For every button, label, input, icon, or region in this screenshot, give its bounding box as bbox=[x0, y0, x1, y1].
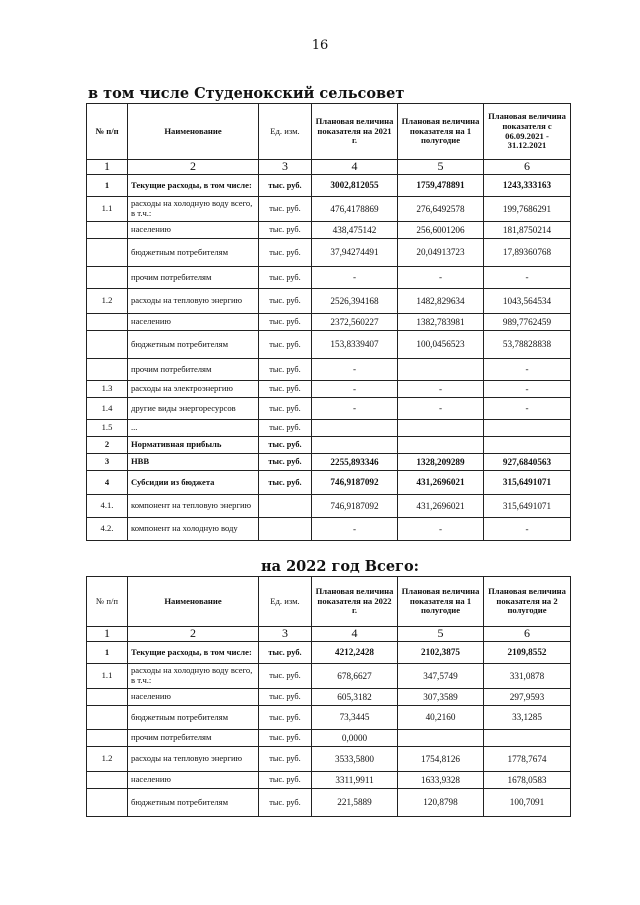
value-cell: 1243,333163 bbox=[484, 175, 571, 197]
row-number-cell bbox=[87, 689, 128, 706]
page-number: 16 bbox=[311, 38, 329, 53]
value-cell: 1759,478891 bbox=[398, 175, 484, 197]
value-cell: 297,9593 bbox=[484, 689, 571, 706]
header-num: № п/п bbox=[87, 104, 128, 160]
row-unit-cell: тыс. руб. bbox=[259, 359, 312, 381]
row-unit-cell bbox=[259, 518, 312, 541]
col-number: 3 bbox=[259, 160, 312, 175]
value-cell bbox=[398, 359, 484, 381]
value-cell: 347,5749 bbox=[398, 664, 484, 689]
row-number-cell: 1.1 bbox=[87, 664, 128, 689]
row-unit-cell bbox=[259, 495, 312, 518]
table-row bbox=[87, 789, 571, 817]
value-cell: 3533,5800 bbox=[312, 747, 398, 772]
row-name-cell: компонент на холодную воду bbox=[128, 518, 259, 541]
row-name-cell: бюджетным потребителям bbox=[128, 239, 259, 267]
value-cell: - bbox=[398, 398, 484, 420]
table-row bbox=[87, 222, 571, 239]
row-name-cell: расходы на тепловую энергию bbox=[128, 747, 259, 772]
row-number-cell bbox=[87, 789, 128, 817]
value-cell: - bbox=[484, 518, 571, 541]
table-row bbox=[87, 747, 571, 772]
table-row bbox=[87, 495, 571, 518]
table-row bbox=[87, 664, 571, 689]
row-number-cell: 2 bbox=[87, 437, 128, 454]
row-unit-cell: тыс. руб. bbox=[259, 789, 312, 817]
column-numbers-row bbox=[87, 627, 571, 642]
value-cell: - bbox=[312, 359, 398, 381]
value-cell: 3002,812055 bbox=[312, 175, 398, 197]
row-number-cell: 1.4 bbox=[87, 398, 128, 420]
value-cell: 315,6491071 bbox=[484, 495, 571, 518]
row-number-cell: 3 bbox=[87, 454, 128, 471]
col-number: 2 bbox=[128, 160, 259, 175]
header-unit: Ед. изм. bbox=[259, 104, 312, 160]
row-name-cell: населению bbox=[128, 772, 259, 789]
table-row bbox=[87, 730, 571, 747]
row-name-cell: НВВ bbox=[128, 454, 259, 471]
row-name-cell: Текущие расходы, в том числе: bbox=[128, 642, 259, 664]
row-number-cell: 1.2 bbox=[87, 747, 128, 772]
value-cell bbox=[312, 437, 398, 454]
row-number-cell: 4 bbox=[87, 471, 128, 495]
row-number-cell: 1.1 bbox=[87, 197, 128, 222]
row-name-cell: населению bbox=[128, 314, 259, 331]
value-cell: 40,2160 bbox=[398, 706, 484, 730]
value-cell: - bbox=[312, 381, 398, 398]
value-cell: 33,1285 bbox=[484, 706, 571, 730]
row-unit-cell: тыс. руб. bbox=[259, 197, 312, 222]
table-2022-total bbox=[86, 576, 571, 817]
value-cell: 2526,394168 bbox=[312, 289, 398, 314]
value-cell: - bbox=[484, 359, 571, 381]
value-cell: 315,6491071 bbox=[484, 471, 571, 495]
row-number-cell: 4.2. bbox=[87, 518, 128, 541]
table-row bbox=[87, 359, 571, 381]
value-cell: 73,3445 bbox=[312, 706, 398, 730]
value-cell: - bbox=[398, 381, 484, 398]
row-name-cell: компонент на тепловую энергию bbox=[128, 495, 259, 518]
table-row bbox=[87, 642, 571, 664]
table-row bbox=[87, 772, 571, 789]
value-cell bbox=[398, 730, 484, 747]
row-unit-cell: тыс. руб. bbox=[259, 398, 312, 420]
header-unit: Ед. изм. bbox=[259, 577, 312, 627]
value-cell: 605,3182 bbox=[312, 689, 398, 706]
value-cell: 100,7091 bbox=[484, 789, 571, 817]
row-number-cell bbox=[87, 331, 128, 359]
col-number: 5 bbox=[398, 160, 484, 175]
table-row bbox=[87, 706, 571, 730]
row-number-cell bbox=[87, 730, 128, 747]
value-cell: 1043,564534 bbox=[484, 289, 571, 314]
row-number-cell bbox=[87, 772, 128, 789]
table-row bbox=[87, 518, 571, 541]
col-number: 4 bbox=[312, 160, 398, 175]
value-cell: 0,0000 bbox=[312, 730, 398, 747]
table-row bbox=[87, 289, 571, 314]
value-cell bbox=[484, 730, 571, 747]
row-number-cell bbox=[87, 359, 128, 381]
row-unit-cell: тыс. руб. bbox=[259, 331, 312, 359]
col-number: 6 bbox=[484, 627, 571, 642]
row-unit-cell: тыс. руб. bbox=[259, 314, 312, 331]
row-name-cell: расходы на холодную воду всего, в т.ч.: bbox=[128, 197, 259, 222]
value-cell: 256,6001206 bbox=[398, 222, 484, 239]
value-cell: - bbox=[484, 398, 571, 420]
value-cell: - bbox=[484, 381, 571, 398]
value-cell: 927,6840563 bbox=[484, 454, 571, 471]
row-unit-cell: тыс. руб. bbox=[259, 222, 312, 239]
row-number-cell: 1.2 bbox=[87, 289, 128, 314]
row-unit-cell: тыс. руб. bbox=[259, 267, 312, 289]
table-row bbox=[87, 197, 571, 222]
row-name-cell: прочим потребителям bbox=[128, 267, 259, 289]
value-cell: 153,8339407 bbox=[312, 331, 398, 359]
row-unit-cell: тыс. руб. bbox=[259, 706, 312, 730]
value-cell bbox=[312, 420, 398, 437]
row-unit-cell: тыс. руб. bbox=[259, 471, 312, 495]
row-unit-cell: тыс. руб. bbox=[259, 239, 312, 267]
row-unit-cell: тыс. руб. bbox=[259, 175, 312, 197]
row-number-cell bbox=[87, 706, 128, 730]
row-name-cell: бюджетным потребителям bbox=[128, 706, 259, 730]
value-cell: 746,9187092 bbox=[312, 471, 398, 495]
table-row bbox=[87, 267, 571, 289]
value-cell bbox=[398, 420, 484, 437]
value-cell: 221,5889 bbox=[312, 789, 398, 817]
value-cell: 431,2696021 bbox=[398, 471, 484, 495]
row-number-cell bbox=[87, 239, 128, 267]
value-cell: 4212,2428 bbox=[312, 642, 398, 664]
table-row bbox=[87, 239, 571, 267]
value-cell: 3311,9911 bbox=[312, 772, 398, 789]
col-number: 2 bbox=[128, 627, 259, 642]
row-name-cell: прочим потребителям bbox=[128, 359, 259, 381]
value-cell: 438,475142 bbox=[312, 222, 398, 239]
value-cell: - bbox=[312, 267, 398, 289]
header-value-year: Плановая величина показателя на 2022 г. bbox=[312, 577, 398, 627]
row-name-cell: бюджетным потребителям bbox=[128, 789, 259, 817]
value-cell: 678,6627 bbox=[312, 664, 398, 689]
row-number-cell bbox=[87, 314, 128, 331]
row-name-cell: другие виды энергоресурсов bbox=[128, 398, 259, 420]
table-header-row bbox=[87, 577, 571, 627]
table-row bbox=[87, 471, 571, 495]
col-number: 3 bbox=[259, 627, 312, 642]
row-name-cell: бюджетным потребителям bbox=[128, 331, 259, 359]
value-cell: 431,2696021 bbox=[398, 495, 484, 518]
row-unit-cell: тыс. руб. bbox=[259, 664, 312, 689]
section-title-studenoksky: в том числе Студенокский сельсовет bbox=[88, 85, 405, 102]
value-cell: 331,0878 bbox=[484, 664, 571, 689]
value-cell: 53,78828838 bbox=[484, 331, 571, 359]
value-cell: 989,7762459 bbox=[484, 314, 571, 331]
value-cell bbox=[398, 437, 484, 454]
value-cell: 120,8798 bbox=[398, 789, 484, 817]
row-unit-cell: тыс. руб. bbox=[259, 730, 312, 747]
row-unit-cell: тыс. руб. bbox=[259, 747, 312, 772]
value-cell: 17,89360768 bbox=[484, 239, 571, 267]
row-number-cell: 1 bbox=[87, 642, 128, 664]
value-cell bbox=[484, 420, 571, 437]
value-cell: 1633,9328 bbox=[398, 772, 484, 789]
value-cell: 20,04913723 bbox=[398, 239, 484, 267]
table-row bbox=[87, 420, 571, 437]
header-value-half1: Плановая величина показателя на 1 полугодие bbox=[398, 104, 484, 160]
col-number: 1 bbox=[87, 160, 128, 175]
row-number-cell bbox=[87, 222, 128, 239]
row-name-cell: расходы на тепловую энергию bbox=[128, 289, 259, 314]
value-cell: 1678,0583 bbox=[484, 772, 571, 789]
row-number-cell: 1.3 bbox=[87, 381, 128, 398]
value-cell: - bbox=[398, 518, 484, 541]
table-row bbox=[87, 175, 571, 197]
row-unit-cell: тыс. руб. bbox=[259, 381, 312, 398]
row-name-cell: прочим потребителям bbox=[128, 730, 259, 747]
row-name-cell: ... bbox=[128, 420, 259, 437]
value-cell: 2109,8552 bbox=[484, 642, 571, 664]
header-name: Наименование bbox=[128, 577, 259, 627]
table-row bbox=[87, 331, 571, 359]
row-name-cell: Нормативная прибыль bbox=[128, 437, 259, 454]
value-cell: 199,7686291 bbox=[484, 197, 571, 222]
value-cell: 276,6492578 bbox=[398, 197, 484, 222]
table-row bbox=[87, 314, 571, 331]
table-studenoksky-2021 bbox=[86, 103, 571, 541]
header-value-period: Плановая величина показателя с 06.09.2021 - 31.12.2021 bbox=[484, 104, 571, 160]
col-number: 6 bbox=[484, 160, 571, 175]
value-cell: 2102,3875 bbox=[398, 642, 484, 664]
table-header-row bbox=[87, 104, 571, 160]
row-name-cell: расходы на холодную воду всего, в т.ч.: bbox=[128, 664, 259, 689]
row-unit-cell: тыс. руб. bbox=[259, 689, 312, 706]
row-unit-cell: тыс. руб. bbox=[259, 437, 312, 454]
column-numbers-row bbox=[87, 160, 571, 175]
table-row bbox=[87, 437, 571, 454]
value-cell: 100,0456523 bbox=[398, 331, 484, 359]
col-number: 1 bbox=[87, 627, 128, 642]
header-value-half2: Плановая величина показателя на 2 полугодие bbox=[484, 577, 571, 627]
header-value-half1: Плановая величина показателя на 1 полугодие bbox=[398, 577, 484, 627]
value-cell: 1778,7674 bbox=[484, 747, 571, 772]
section-title-2022-total: на 2022 год Всего: bbox=[261, 558, 419, 575]
value-cell: 2372,560227 bbox=[312, 314, 398, 331]
value-cell: 2255,893346 bbox=[312, 454, 398, 471]
row-unit-cell: тыс. руб. bbox=[259, 454, 312, 471]
row-name-cell: населению bbox=[128, 222, 259, 239]
header-num: № п/п bbox=[87, 577, 128, 627]
value-cell: - bbox=[312, 518, 398, 541]
value-cell: 1382,783981 bbox=[398, 314, 484, 331]
value-cell: 37,94274491 bbox=[312, 239, 398, 267]
row-name-cell: расходы на электроэнергию bbox=[128, 381, 259, 398]
value-cell bbox=[484, 437, 571, 454]
row-number-cell: 4.1. bbox=[87, 495, 128, 518]
row-name-cell: Текущие расходы, в том числе: bbox=[128, 175, 259, 197]
value-cell: 1754,8126 bbox=[398, 747, 484, 772]
table-row bbox=[87, 398, 571, 420]
row-number-cell: 1.5 bbox=[87, 420, 128, 437]
col-number: 4 bbox=[312, 627, 398, 642]
table-row bbox=[87, 381, 571, 398]
value-cell: 307,3589 bbox=[398, 689, 484, 706]
value-cell: 1328,209289 bbox=[398, 454, 484, 471]
header-value-year: Плановая величина показателя на 2021 г. bbox=[312, 104, 398, 160]
row-name-cell: населению bbox=[128, 689, 259, 706]
row-unit-cell: тыс. руб. bbox=[259, 642, 312, 664]
value-cell: - bbox=[484, 267, 571, 289]
value-cell: 181,8750214 bbox=[484, 222, 571, 239]
value-cell: 746,9187092 bbox=[312, 495, 398, 518]
col-number: 5 bbox=[398, 627, 484, 642]
row-name-cell: Субсидии из бюджета bbox=[128, 471, 259, 495]
row-unit-cell: тыс. руб. bbox=[259, 289, 312, 314]
table-row bbox=[87, 689, 571, 706]
row-number-cell: 1 bbox=[87, 175, 128, 197]
value-cell: 1482,829634 bbox=[398, 289, 484, 314]
row-unit-cell: тыс. руб. bbox=[259, 772, 312, 789]
value-cell: - bbox=[398, 267, 484, 289]
row-number-cell bbox=[87, 267, 128, 289]
value-cell: - bbox=[312, 398, 398, 420]
table-row bbox=[87, 454, 571, 471]
row-unit-cell: тыс. руб. bbox=[259, 420, 312, 437]
header-name: Наименование bbox=[128, 104, 259, 160]
value-cell: 476,4178869 bbox=[312, 197, 398, 222]
